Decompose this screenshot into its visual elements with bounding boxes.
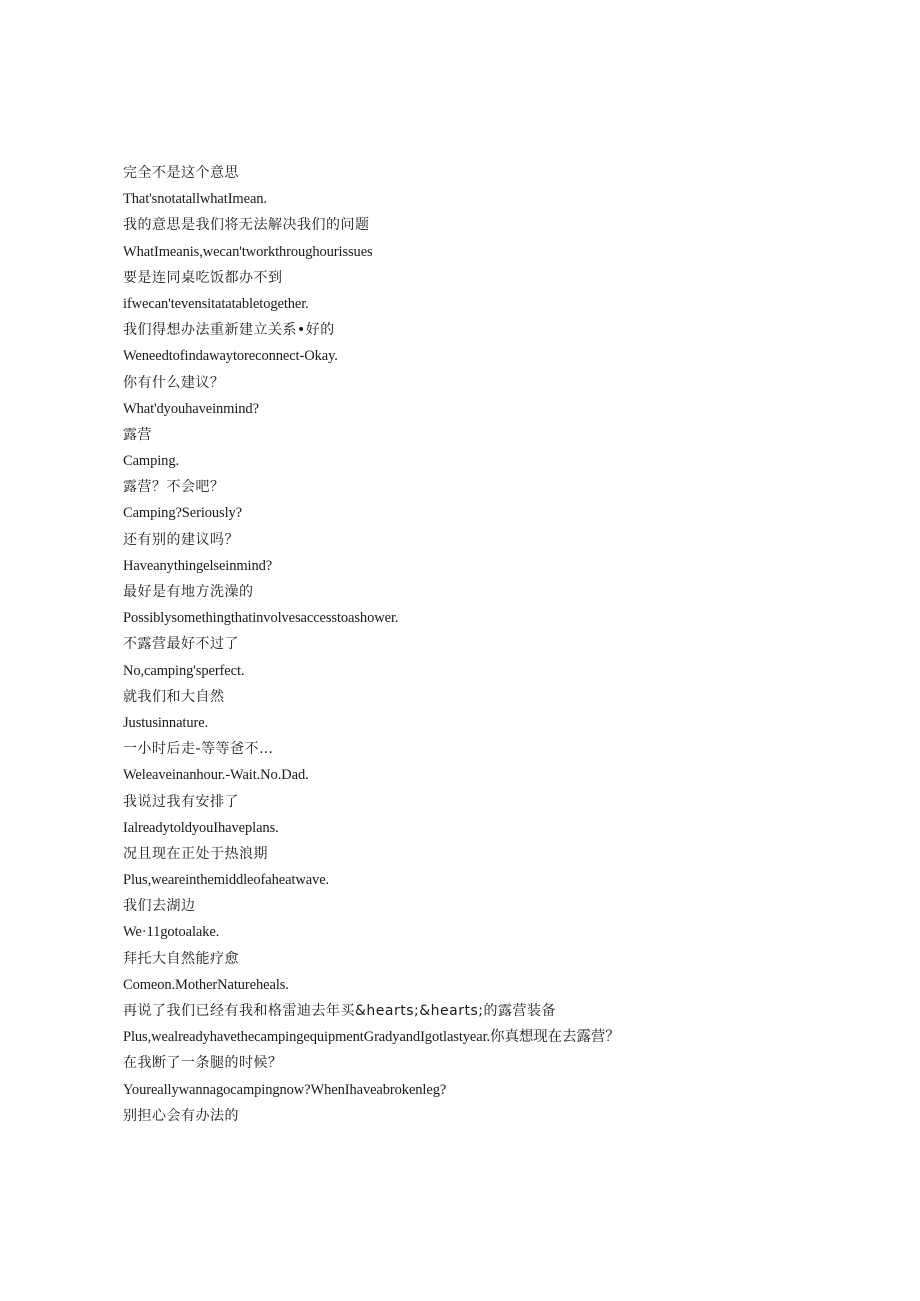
transcript-line: 别担心会有办法的 <box>123 1107 239 1124</box>
transcript-line: IalreadytoldyouIhaveplans. <box>123 819 279 836</box>
transcript-line: Haveanythingelseinmind? <box>123 557 273 574</box>
transcript-line: That'snotatallwhatImean. <box>123 191 267 208</box>
transcript-line: 再说了我们已经有我和格雷迪去年买&hearts;&hearts;的露营装备 <box>123 1003 556 1019</box>
transcript-line: 一小时后走-等等爸不… <box>123 741 274 758</box>
transcript-line: 露营 <box>123 426 152 443</box>
transcript-line: What'dyouhaveinmind? <box>123 400 259 417</box>
subtitle-transcript <box>123 160 823 1129</box>
transcript-line: We·11gotoalake. <box>123 924 220 941</box>
transcript-line: 我说过我有安排了 <box>123 793 239 810</box>
transcript-line: 况且现在正处于热浪期 <box>123 845 268 862</box>
transcript-line: Comeon.MotherNatureheals. <box>123 976 289 993</box>
transcript-line: Possiblysomethingthatinvolvesaccesstoashower. <box>123 610 399 627</box>
transcript-line: 你有什么建议？ <box>123 374 225 391</box>
transcript-line: 我的意思是我们将无法解决我们的问题 <box>123 217 370 234</box>
transcript-line: WhatImeanis,wecan'tworkthroughourissues <box>123 243 373 260</box>
transcript-line: 还有别的建议吗？ <box>123 531 239 548</box>
transcript-line: Youreallywannagocampingnow?WhenIhaveabrokenleg? <box>123 1081 447 1098</box>
transcript-line: 露营？不会吧？ <box>123 479 225 496</box>
transcript-line: 要是连同桌吃饭都办不到 <box>123 269 283 286</box>
transcript-line: 我们去湖边 <box>123 898 196 915</box>
transcript-line: Weleaveinanhour.-Wait.No.Dad. <box>123 767 309 784</box>
transcript-line: 在我断了一条腿的时候？ <box>123 1055 283 1072</box>
transcript-line: Justusinnature. <box>123 714 209 731</box>
transcript-line: Camping. <box>123 453 179 470</box>
transcript-line: 拜托大自然能疗愈 <box>123 950 239 967</box>
transcript-line: ifwecan'tevensitatatabletogether. <box>123 295 309 312</box>
transcript-line: 不露营最好不过了 <box>123 636 239 653</box>
transcript-line: No,camping'sperfect. <box>123 662 245 679</box>
transcript-line: 就我们和大自然 <box>123 688 225 705</box>
transcript-line: Plus,wealreadyhavethecampingequipmentGradyandIgotlastyear.你真想现在去露营？ <box>123 1029 620 1046</box>
transcript-line: Weneedtofindawaytoreconnect-Okay. <box>123 348 338 365</box>
transcript-line: 我们得想办法重新建立关系•好的 <box>123 322 335 339</box>
transcript-line: Plus,weareinthemiddleofaheatwave. <box>123 872 330 889</box>
transcript-line: 完全不是这个意思 <box>123 165 239 181</box>
transcript-line: 最好是有地方洗澡的 <box>123 584 254 600</box>
transcript-line: Camping?Seriously? <box>123 505 243 522</box>
